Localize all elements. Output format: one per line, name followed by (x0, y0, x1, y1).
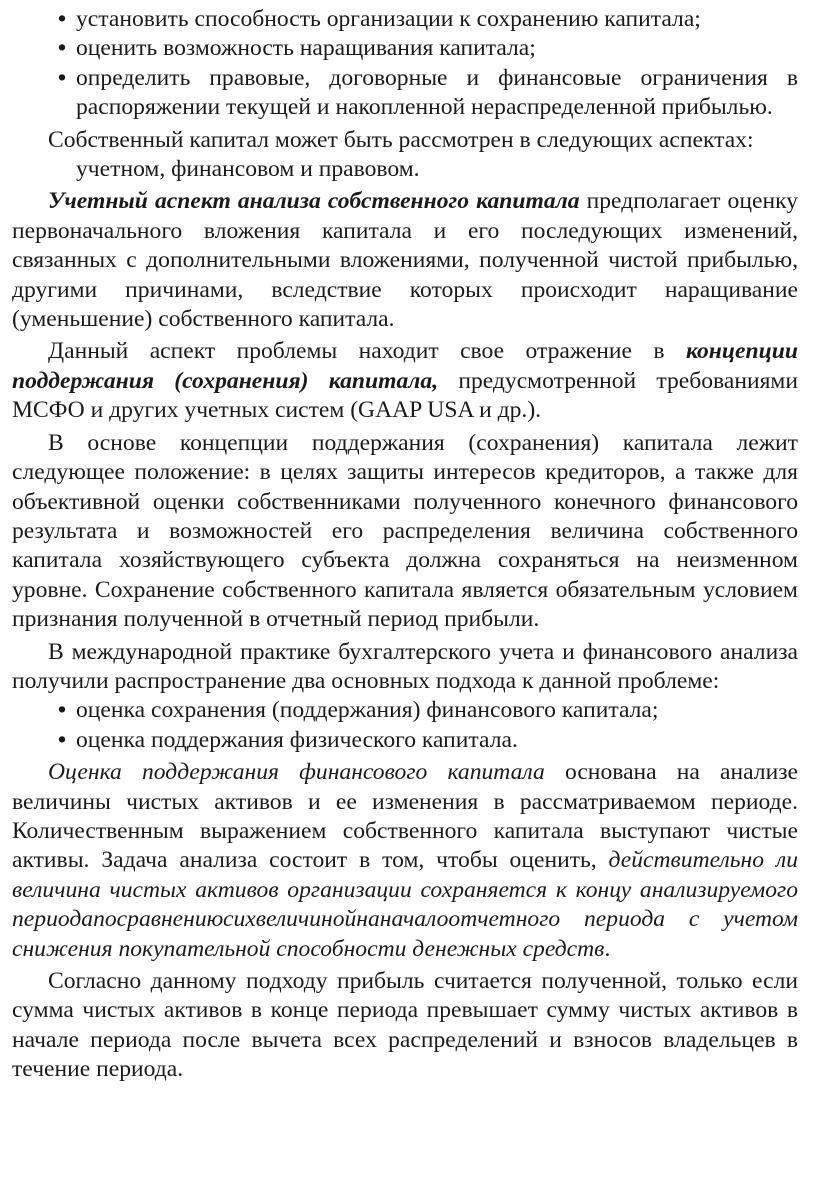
paragraph-capital-concept: Данный аспект проблемы находит свое отражение в концепции поддержания (сохранения) капитала, предусмотренной требованиями МСФО и других учетных систем (GAAP USA и др.). (12, 338, 798, 424)
list-item: • установить способность организации к сохранению капитала; (12, 5, 798, 34)
list-item: • оценка сохранения (поддержания) финансового капитала; (12, 696, 798, 725)
list-item: • оценка поддержания физического капитала. (12, 726, 798, 755)
term-capital-maintenance: концепции поддержания (сохранения) капитала, (12, 338, 798, 394)
list-item: • определить правовые, договорные и финансовые ограничения в распоряжении текущей и накопленной нераспределенной прибылью. (12, 64, 798, 123)
list-item: • оценить возможность наращивания капитала; (12, 34, 798, 63)
paragraph-accounting-aspect: Учетный аспект анализа собственного капитала предполагает оценку первоначального вложения капитала и его последующих изменений, связанных с дополнительными вложениями, полученной чистой прибылью, другими причинами, вследствие которых происходит наращивание (уменьшение) собственного капитала. (12, 188, 798, 333)
term-financial-capital: Оценка поддержания финансового капитала (48, 759, 545, 786)
paragraph-concept-basis: В основе концепции поддержания (сохранения) капитала лежит следующее положение: в целях защиты интересов кредиторов, а также для объективной оценки собственниками полученного конечного финансового результата и возможностей его распределения величина собственного капитала хозяйствующего субъекта должна сохраняться на неизменном уровне. Сохранение собственного капитала является обязательным условием признания полученной в отчетный период прибыли. (12, 429, 798, 633)
bullet-dot-icon: • (57, 726, 67, 753)
term-accounting-aspect: Учетный аспект анализа собственного капитала (48, 188, 580, 215)
bullet-dot-icon: • (57, 64, 67, 91)
paragraph-aspects: Собственный капитал может быть рассмотрен в следующих аспектах: учетном, финансовом и правовом. (48, 126, 754, 183)
bullet-list-goals (12, 5, 798, 123)
bullet-list-approaches (12, 696, 798, 755)
paragraph-international-practice: В международной практике бухгалтерского учета и финансового анализа получили распространение два основных подхода к данной проблеме: (12, 638, 798, 694)
bullet-dot-icon: • (57, 697, 67, 724)
analysis-task-text: действительно ли величина чистых активов организации сохраняется к концу анализируемого (12, 847, 798, 903)
bullet-dot-icon: • (57, 35, 67, 62)
paragraph-financial-capital: Оценка поддержания финансового капитала основана на анализе величины чистых активов и ее изменения в рассматриваемом периоде. Количественным выражением собственного капитала выступают чистые активы. Задача анализа состоит в том, чтобы оценить, действительно ли величина чистых активов организации сохраняется к концу анализируемого периодапосравнениюсихвеличинойнаначалоотчетного периода с учетом снижения покупательной способности денежных средств. (12, 759, 799, 962)
paragraph-profit-recognition: Согласно данному подходу прибыль считается полученной, только если сумма чистых активов в конце периода превышает сумму чистых активов в начале периода после вычета всех распределений и взносов владельцев в течение периода. (12, 968, 798, 1083)
document-page (12, 5, 798, 1088)
bullet-dot-icon: • (57, 6, 67, 32)
